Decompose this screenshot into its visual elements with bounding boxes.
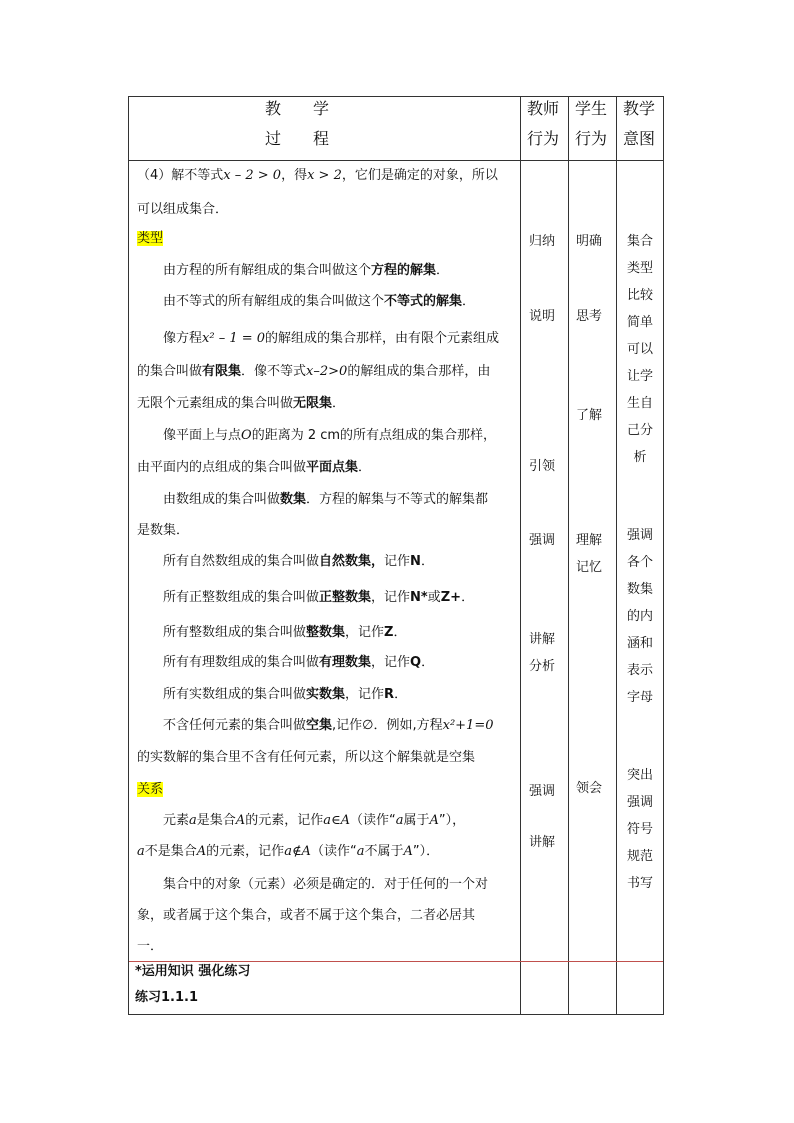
para-infinite-set: 无限个元素组成的集合叫做无限集． [137,396,346,411]
para-number-set: 由数组成的集合叫做数集．方程的解集与不等式的解集都 [163,492,489,507]
intent-group-symbols: 突出 强调 符号 规范 书写 [626,768,653,891]
para-determinacy-line2: 象，或者属于这个集合，或者不属于这个集合，二者必居其 [137,908,476,923]
para-positive-integers: 所有正整数组成的集合叫做正整数集，记作N*或Z+． [163,590,475,605]
teacher-action: 讲解 [529,632,556,647]
exercise-label: 练习1.1.1 [135,990,199,1005]
student-action: 了解 [576,408,603,423]
para-empty-set: 不含任何元素的集合叫做空集,记作∅．例如,方程x²+1=0 [163,718,494,733]
para-integers: 所有整数组成的集合叫做整数集，记作Z． [163,625,407,640]
teacher-action: 说明 [529,309,556,324]
teacher-action: 强调 [529,533,556,548]
intent-group-types: 集合 类型 比较 简单 可以 让学 生自 己分 析 [626,234,653,465]
para-belongs: 元素a是集合A的元素，记作a∈A（读作“a属于A”）， [163,813,466,828]
header-divider [129,160,663,161]
para-reals: 所有实数组成的集合叫做实数集，记作R． [163,687,408,702]
para-plane-point-set-line2: 由平面内的点组成的集合叫做平面点集． [137,460,372,475]
intent-group-number-sets: 强调 各个 数集 的内 涵和 表示 字母 [626,528,653,705]
teacher-action: 引领 [529,459,556,474]
header-intent-line2: 意图 [623,129,656,148]
para-not-belongs: a不是集合A的元素，记作a∉A（读作“a不属于A”）． [137,844,440,859]
column-divider [520,97,521,1014]
para-plane-point-set: 像平面上与点O的距离为 2 cm的所有点组成的集合那样， [163,428,497,443]
student-action: 理解 [576,533,603,548]
para-inequality-solution-set: 由不等式的所有解组成的集合叫做这个不等式的解集． [163,294,476,309]
header-process-line1: 教 学 [265,99,330,118]
teacher-action: 强调 [529,784,556,799]
teacher-action: 讲解 [529,835,556,850]
label-types: 类型 [137,231,164,246]
header-student-line1: 学生 [575,99,608,118]
para-equation-solution-set: 由方程的所有解组成的集合叫做这个方程的解集． [163,263,450,278]
teacher-action: 分析 [529,659,556,674]
student-action: 明确 [576,234,603,249]
para-determinacy: 集合中的对象（元素）必须是确定的．对于任何的一个对 [163,877,489,892]
para-determinacy-line3: 一． [137,939,164,954]
para-inequality-line2: 可以组成集合． [137,202,229,217]
para-natural-numbers: 所有自然数组成的集合叫做自然数集，记作N． [163,554,434,569]
para-rationals: 所有有理数组成的集合叫做有理数集，记作Q． [163,655,435,670]
student-action: 思考 [576,309,603,324]
column-divider [568,97,569,1014]
teacher-action: 归纳 [529,234,556,249]
section-title: *运用知识 强化练习 [135,964,251,979]
header-student-line2: 行为 [575,129,608,148]
header-teacher-line2: 行为 [527,129,560,148]
para-empty-set-line2: 的实数解的集合里不含有任何元素，所以这个解集就是空集 [137,750,476,765]
para-finite-set-line2: 的集合叫做有限集．像不等式x–2>0的解组成的集合那样，由 [137,364,491,379]
header-teacher-line1: 教师 [527,99,560,118]
lesson-table [128,96,664,1015]
header-process-line2: 过 程 [265,129,330,148]
student-action: 记忆 [576,560,603,575]
para-inequality: （4）解不等式x – 2 > 0，得x > 2，它们是确定的对象，所以 [137,168,498,183]
para-finite-set: 像方程x² – 1 = 0的解组成的集合那样，由有限个元素组成 [163,331,500,346]
para-number-set-line2: 是数集． [137,523,190,538]
section-divider [129,961,663,962]
label-relation: 关系 [137,782,164,797]
student-action: 领会 [576,781,603,796]
header-intent-line1: 教学 [623,99,656,118]
